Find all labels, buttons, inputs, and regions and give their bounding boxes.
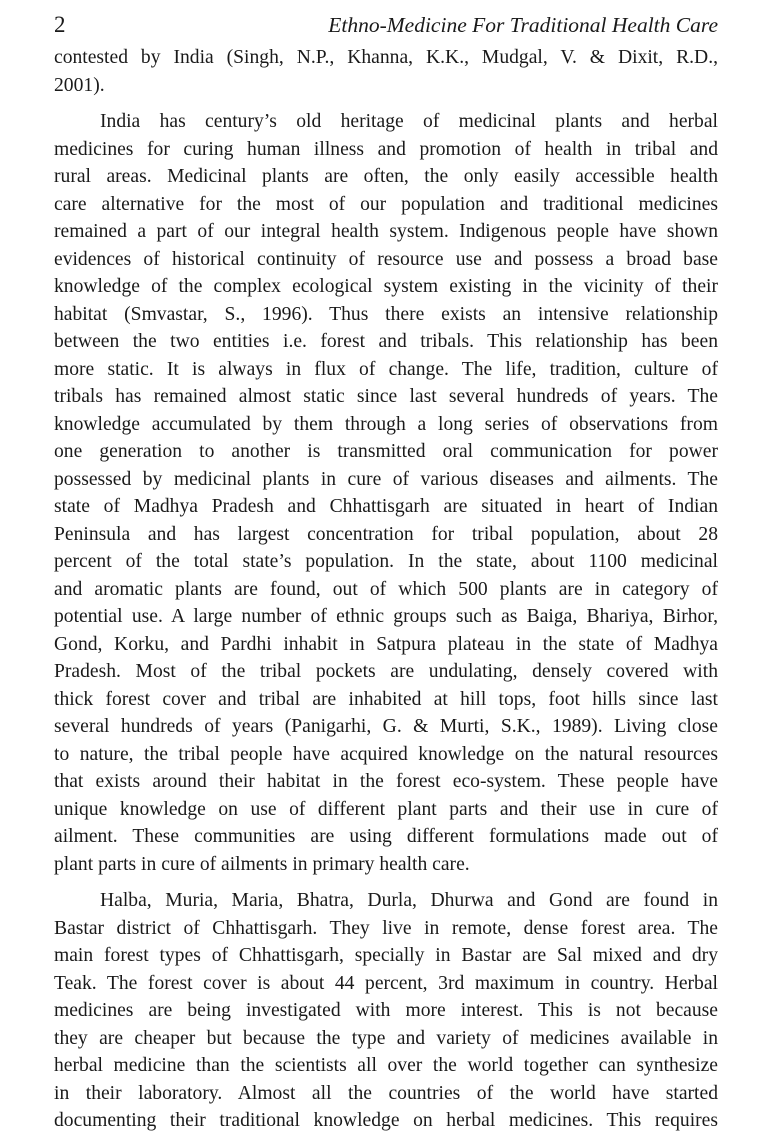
text-line: habitat (Smvastar, S., 1996). Thus there exists an intensive relationship	[54, 303, 718, 325]
text-line: Gond, Korku, and Pardhi inhabit in Satpura plateau in the state of Madhya	[54, 633, 718, 655]
text-line: several hundreds of years (Panigarhi, G. & Murti, S.K., 1989). Living close	[54, 716, 718, 737]
text-line: plant parts in cure of ailments in primary health care.	[54, 853, 470, 875]
text-line: in their laboratory. Almost all the countries of the world have started	[54, 1082, 718, 1104]
text-line: contested by India (Singh, N.P., Khanna, K.K., Mudgal, V. & Dixit, R.D.,	[54, 47, 718, 68]
paragraph-3	[54, 887, 718, 1135]
text-line: knowledge accumulated by them through a long series of observations from	[54, 413, 718, 435]
text-line: medicines are being investigated with more interest. This is not because	[54, 1000, 718, 1021]
text-line: potential use. A large number of ethnic groups such as Baiga, Bhariya, Birhor,	[54, 606, 718, 627]
text-line: thick forest cover and tribal are inhabited at hill tops, foot hills since last	[54, 688, 718, 710]
text-line: medicines for curing human illness and promotion of health in tribal and	[54, 138, 718, 160]
text-line: tribals has remained almost static since last several hundreds of years. The	[54, 386, 718, 407]
text-line: state of Madhya Pradesh and Chhattisgarh are situated in heart of Indian	[54, 496, 718, 517]
running-title: Ethno-Medicine For Traditional Health Care	[328, 13, 718, 37]
text-line: main forest types of Chhattisgarh, specially in Bastar are Sal mixed and dry	[54, 945, 718, 966]
text-line: Peninsula and has largest concentration for tribal population, about 28	[54, 523, 718, 545]
text-line: herbal medicine than the scientists all over the world together can synthesize	[54, 1055, 718, 1076]
text-line: Bastar district of Chhattisgarh. They live in remote, dense forest area. The	[54, 917, 718, 939]
text-line: ailment. These communities are using different formulations made out of	[54, 826, 718, 847]
paragraph-2	[54, 108, 718, 878]
text-line: rural areas. Medicinal plants are often, the only easily accessible health	[54, 166, 718, 187]
text-line: that exists around their habitat in the forest eco-system. These people have	[54, 771, 718, 792]
text-line: unique knowledge on use of different plant parts and their use in cure of	[54, 798, 718, 820]
text-line: knowledge of the complex ecological system existing in the vicinity of their	[54, 276, 718, 297]
text-line: to nature, the tribal people have acquired knowledge on the natural resources	[54, 743, 718, 765]
text-line: remained a part of our integral health system. Indigenous people have shown	[54, 221, 718, 242]
text-line: Pradesh. Most of the tribal pockets are undulating, densely covered with	[54, 661, 718, 682]
text-line: more static. It is always in flux of change. The life, tradition, culture of	[54, 358, 718, 380]
text-line: care alternative for the most of our population and traditional medicines	[54, 193, 718, 215]
page-number: 2	[54, 12, 66, 37]
text-line: they are cheaper but because the type and variety of medicines available in	[54, 1027, 718, 1049]
text-line: between the two entities i.e. forest and tribals. This relationship has been	[54, 331, 718, 352]
text-line: Teak. The forest cover is about 44 percent, 3rd maximum in country. Herbal	[54, 972, 718, 994]
text-line: documenting their traditional knowledge on herbal medicines. This requires	[54, 1110, 718, 1131]
text-line: 2001).	[54, 74, 105, 96]
page-header	[54, 9, 718, 41]
text-line: possessed by medicinal plants in cure of various diseases and ailments. The	[54, 468, 718, 490]
text-line: and aromatic plants are found, out of which 500 plants are in category of	[54, 578, 718, 600]
body-text	[54, 44, 718, 1135]
text-line: one generation to another is transmitted oral communication for power	[54, 441, 718, 462]
text-line: percent of the total state’s population. In the state, about 1100 medicinal	[54, 551, 718, 572]
paragraph-1	[54, 44, 718, 99]
text-line: India has century’s old heritage of medicinal plants and herbal	[100, 111, 718, 132]
text-line: Halba, Muria, Maria, Bhatra, Durla, Dhurwa and Gond are found in	[100, 890, 718, 911]
text-line: evidences of historical continuity of resource use and possess a broad base	[54, 248, 718, 270]
